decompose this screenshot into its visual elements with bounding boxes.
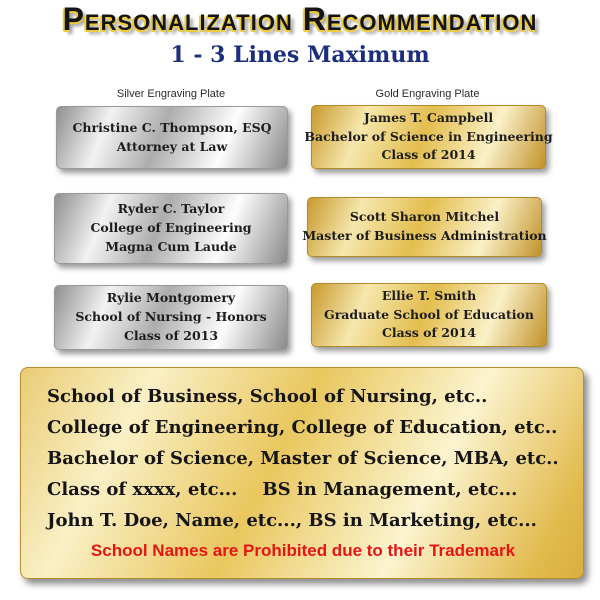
engraving-line: Class of 2014: [381, 325, 477, 341]
examples-plate: [20, 367, 584, 579]
trademark-warning: School Names are Prohibited due to their Trademark: [90, 541, 516, 560]
lines-maximum-subtitle: 1 - 3 Lines Maximum: [170, 42, 430, 68]
gold-column-header: Gold Engraving Plate: [375, 88, 480, 100]
engraving-line: Ellie T. Smith: [381, 287, 477, 303]
silver-plate-1: [56, 106, 288, 169]
silver-plate-3: [54, 285, 288, 350]
engraving-line: Master of Business Administration: [302, 228, 547, 243]
example-line: Bachelor of Science, Master of Science, MBA, etc..: [47, 448, 559, 469]
gold-plate-3: [311, 283, 547, 347]
engraving-line: Scott Sharon Mitchel: [349, 209, 500, 225]
engraving-line: Class of 2013: [123, 327, 219, 343]
engraving-line: Christine C. Thompson, ESQ: [72, 119, 272, 135]
silver-plate-2: [54, 193, 288, 264]
engraving-line: School of Nursing - Honors: [75, 309, 267, 325]
engraving-line: Class of 2014: [381, 147, 476, 163]
engraving-line: Bachelor of Science in Engineering: [304, 128, 553, 144]
engraving-line: College of Engineering: [90, 220, 252, 236]
engraving-line: Graduate School of Education: [324, 306, 534, 322]
example-line: College of Engineering, College of Education, etc..: [47, 417, 558, 438]
engraving-line: Attorney at Law: [116, 138, 228, 154]
example-line: John T. Doe, Name, etc..., BS in Marketing, etc...: [47, 510, 537, 531]
engraving-line: Ryder C. Taylor: [117, 201, 225, 217]
gold-plate-2: [302, 197, 547, 257]
engraving-line: Magna Cum Laude: [105, 238, 237, 254]
engraving-line: James T. Campbell: [363, 109, 494, 125]
engraving-line: Rylie Montgomery: [106, 290, 236, 306]
example-line: Class of xxxx, etc... BS in Management, etc...: [47, 479, 518, 500]
example-line: School of Business, School of Nursing, etc..: [47, 386, 488, 407]
gold-plate-1: [304, 105, 553, 169]
page-title: Personalization Recommendation: [62, 1, 538, 37]
silver-column-header: Silver Engraving Plate: [116, 88, 226, 100]
